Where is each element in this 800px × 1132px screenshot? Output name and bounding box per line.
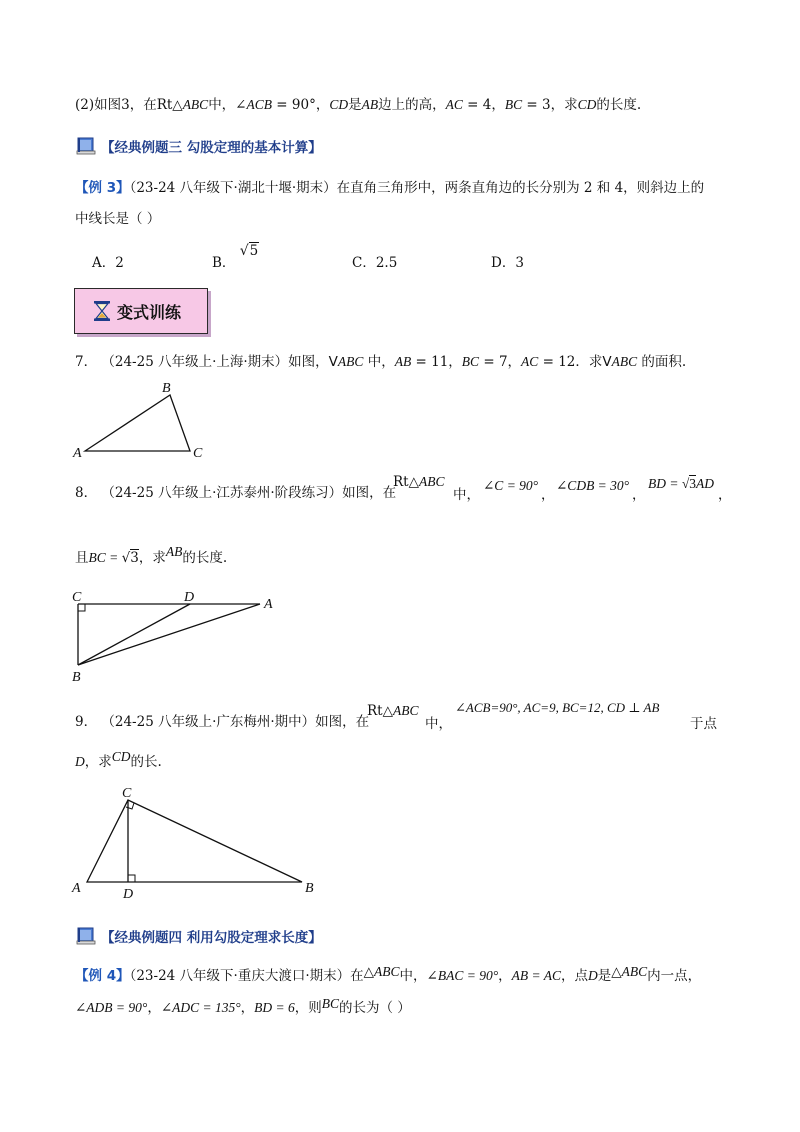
example-text: ， (147, 1000, 161, 1016)
q9-line1 (75, 712, 369, 732)
q8-ad: AD (696, 476, 715, 491)
q9-text: 中， (425, 716, 452, 732)
example-text: ， (498, 968, 512, 984)
q7-figure (60, 378, 220, 468)
sqrt-radicand: 3 (689, 476, 697, 491)
ex4-bc: BC (321, 996, 340, 1011)
option-c: C．2.5 (352, 255, 398, 271)
q8-line1 (75, 483, 396, 503)
example-text: ， (240, 1000, 255, 1016)
right-angle-mark (128, 875, 135, 882)
sqrt-sign: √ (239, 243, 249, 259)
q7-label-c: C (193, 446, 203, 461)
q7-line (75, 352, 686, 372)
book-icon (75, 926, 97, 946)
q9-prefix: 9． （24-25 八年级上·广东梅州·期中）如图，在 (75, 714, 370, 730)
example-text: ，点 (560, 968, 588, 984)
q7-label-a: A (73, 446, 82, 461)
q9-point-d: D (75, 754, 85, 769)
q7-ab: AB (394, 354, 412, 369)
q7-text: = 12．求 (538, 354, 603, 370)
q7-triangle-symbol: V (602, 354, 612, 370)
sqrt-radicand: 3 (130, 550, 139, 566)
q7-text: 中， (363, 354, 395, 370)
q8-tri: ABC (418, 474, 445, 489)
option-a: A．2 (92, 255, 124, 271)
q2-ac: AC (445, 97, 463, 112)
practice-badge (74, 288, 208, 334)
q7-triangle (85, 395, 190, 451)
section-title: 【经典例题四 利用勾股定理求长度】 (101, 930, 322, 946)
q2-angle: ACB (246, 97, 272, 112)
section-header-3 (75, 135, 322, 157)
q8-figure (60, 585, 290, 685)
q7-suffix: 的面积. (637, 354, 687, 370)
q8-prefix: 8． （24-25 八年级上·江苏泰州·阶段练习）如图，在 (75, 485, 397, 501)
example-text: 的长为（ ） (339, 1000, 411, 1016)
q8-rt: Rt△ (393, 474, 419, 490)
q2-cd: CD (329, 97, 349, 112)
example-3-line1 (75, 178, 704, 198)
ex4-bd: BD = 6 (254, 1000, 295, 1015)
ex4-point-d: D (587, 968, 598, 983)
q9-label-a: A (72, 881, 81, 896)
q8-line2 (75, 544, 228, 568)
q2-line (75, 95, 641, 115)
q2-text: = 3 (522, 97, 551, 113)
q8-condition-bd (648, 476, 714, 492)
example-text: 中线长是（ ） (75, 211, 161, 227)
option-b (212, 243, 259, 271)
option-b-label: B． (212, 255, 236, 271)
example-text: ，则 (294, 1000, 322, 1016)
q2-suffix: 的长度. (596, 97, 642, 113)
example-text: （23-24 八年级下·湖北十堰·期末）在直角三角形中，两条直角边的长分别为 2 和 4，则斜边上的 (129, 180, 705, 196)
q7-bc: BC (461, 354, 480, 369)
sqrt-radicand: 5 (249, 243, 259, 259)
q8-segment-ba (78, 604, 260, 665)
q9-text: ，求 (84, 754, 112, 770)
example-text: 中， (399, 968, 427, 984)
right-angle-mark (78, 604, 85, 611)
q8-text: 中， (453, 487, 480, 503)
q8-sep: ， (718, 487, 732, 503)
example-text: （23-24 八年级下·重庆大渡口·期末）在 (129, 968, 364, 984)
q8-condition-cdb: ∠CDB = 30° (556, 478, 630, 493)
q2-text: 中，∠ (208, 97, 247, 113)
q9-line2 (75, 749, 162, 772)
q9-cd: CD (111, 749, 131, 764)
q9-label-b: B (305, 881, 314, 896)
example-3-line2 (75, 209, 160, 229)
q8-sep: ， (632, 487, 646, 503)
q9-tri: ABC (392, 703, 419, 718)
q7-text: = 11， (411, 354, 462, 370)
q8-sep: ， (541, 487, 555, 503)
q9-label-c: C (122, 786, 132, 801)
q2-cd: CD (577, 97, 597, 112)
example-text: 内一点， (647, 968, 702, 984)
q9-conditions: ∠ACB=90°, AC=9, BC=12, CD ⊥ AB (455, 700, 660, 715)
q8-ab: AB (165, 544, 183, 559)
ex4-tri: △ABC (611, 964, 648, 979)
q2-bc: BC (504, 97, 523, 112)
example-4-line1 (75, 966, 701, 986)
q8-label-a: A (264, 597, 273, 612)
q7-ac: AC (521, 354, 539, 369)
q2-prefix: (2)如图3，在Rt△ (75, 97, 183, 113)
q7-prefix: 7． （24-25 八年级上·上海·期末）如图， (75, 354, 329, 370)
right-angle-mark (126, 803, 134, 809)
q8-rt-abc (393, 474, 444, 490)
q9-label-d: D (123, 887, 134, 902)
q2-text: = 90°， (272, 97, 330, 113)
q8-suffix: 的长度. (182, 550, 228, 566)
q2-text: ，求 (550, 97, 578, 113)
q8-text: ，求 (138, 550, 166, 566)
book-icon (75, 136, 97, 156)
example-label: 【例 4】 (75, 968, 130, 984)
sqrt-sign: √ (121, 550, 131, 566)
q2-tri: ABC (182, 97, 209, 112)
example-4-line2 (75, 998, 411, 1018)
ex4-tri: △ABC (363, 964, 400, 979)
section-header-4 (75, 925, 322, 947)
badge-label: 变式训练 (117, 302, 182, 322)
q8-label-d: D (184, 590, 195, 605)
ex4-angle-adc: ∠ADC = 135° (160, 1000, 241, 1015)
q7-triangle-symbol: V (328, 354, 338, 370)
sqrt-sign: √ (681, 476, 690, 491)
sqrt-expression (240, 243, 260, 259)
q2-text: = 4， (462, 97, 505, 113)
hourglass-icon (93, 300, 111, 322)
q7-tri: ABC (611, 354, 638, 369)
q7-tri: ABC (337, 354, 364, 369)
q7-label-b: B (162, 381, 171, 396)
q8-text: 且 (75, 550, 89, 566)
q2-text: 是 (348, 97, 362, 113)
q9-figure (60, 782, 330, 902)
ex4-angle-bac: ∠BAC = 90° (426, 968, 499, 983)
q8-segment-bd (78, 604, 190, 665)
q8-bd-left: BD = (648, 476, 682, 491)
q9-text: 于点 (690, 716, 717, 732)
q9-triangle (87, 800, 302, 882)
q2-ab: AB (361, 97, 379, 112)
q9-suffix: 的长. (130, 754, 162, 770)
example-text: 是 (597, 968, 612, 984)
q8-label-b: B (72, 670, 81, 685)
q2-text: 边上的高， (378, 97, 446, 113)
example-label: 【例 3】 (75, 180, 130, 196)
ex4-angle-adb: ∠ADB = 90° (75, 1000, 148, 1015)
q7-text: = 7， (479, 354, 522, 370)
q8-condition-c: ∠C = 90° (483, 478, 539, 493)
q9-rt-abc (367, 703, 418, 719)
q9-rt: Rt△ (367, 703, 393, 719)
option-d: D．3 (491, 255, 524, 271)
q8-label-c: C (72, 590, 82, 605)
section-title: 【经典例题三 勾股定理的基本计算】 (101, 140, 322, 156)
ex4-ab-ac: AB = AC (511, 968, 561, 983)
q8-bc: BC = (88, 550, 122, 565)
